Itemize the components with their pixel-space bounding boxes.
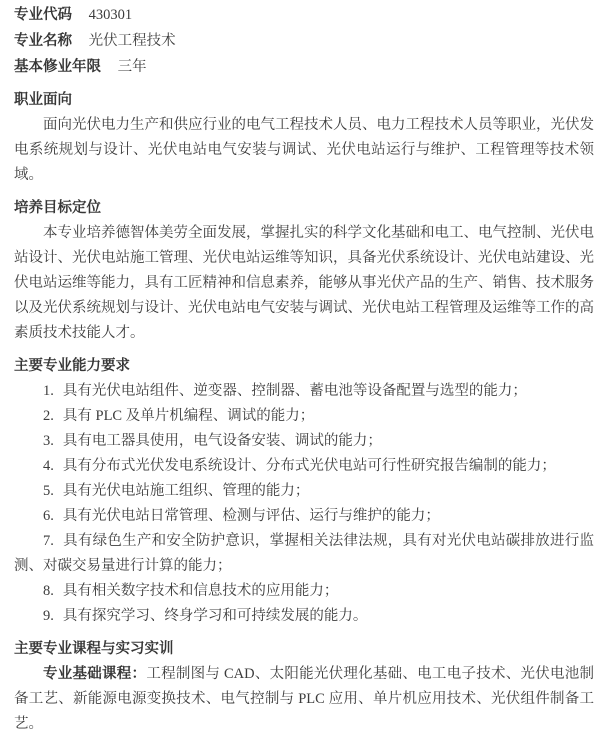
ability-item-4-number: 4. — [43, 458, 54, 474]
section-heading-ability-requirements: 主要专业能力要求 — [14, 358, 130, 374]
ability-item-2-text: 具有 PLC 及单片机编程、调试的能力； — [62, 408, 315, 424]
meta-line-study-years — [14, 54, 594, 80]
ability-item-8-text: 具有相关数字技术和信息技术的应用能力； — [62, 583, 339, 599]
ability-item-2-number: 2. — [43, 408, 54, 424]
ability-item-6-number: 6. — [43, 508, 54, 524]
ability-item-4-text: 具有分布式光伏发电系统设计、分布式光伏电站可行性研究报告编制的能力； — [62, 458, 556, 474]
ability-item-5 — [14, 479, 594, 504]
ability-item-5-text: 具有光伏电站施工组织、管理的能力； — [62, 483, 310, 499]
ability-item-3-number: 3. — [43, 433, 54, 449]
ability-item-7-number: 7. — [43, 533, 54, 549]
ability-item-1-text: 具有光伏电站组件、逆变器、控制器、蓄电池等设备配置与选型的能力； — [62, 383, 527, 399]
ability-item-1 — [14, 379, 594, 404]
ability-item-8 — [14, 579, 594, 604]
ability-item-3 — [14, 429, 594, 454]
career-orientation-paragraph: 面向光伏电力生产和供应行业的电气工程技术人员、电力工程技术人员等职业，光伏发电系统规划与设计、光伏电站电气安装与调试、光伏电站运行与维护、工程管理等技术领域。 — [14, 117, 594, 183]
major-name-label: 专业名称 — [14, 33, 72, 49]
major-code-value: 430301 — [88, 7, 133, 23]
major-name-value: 光伏工程技术 — [88, 33, 176, 49]
section-heading-career-orientation: 职业面向 — [14, 92, 72, 108]
meta-line-major-code — [14, 2, 594, 28]
ability-item-7-text: 具有绿色生产和安全防护意识，掌握相关法律法规，具有对光伏电站碳排放进行监测、对碳交易量进行计算的能力； — [14, 533, 594, 574]
basic-courses-paragraph — [14, 662, 594, 737]
section-heading-training-objectives: 培养目标定位 — [14, 200, 101, 216]
ability-item-2 — [14, 404, 594, 429]
section-heading-courses-training: 主要专业课程与实习实训 — [14, 641, 174, 657]
ability-item-8-number: 8. — [43, 583, 54, 599]
major-code-label: 专业代码 — [14, 7, 72, 23]
ability-item-1-number: 1. — [43, 383, 54, 399]
ability-item-3-text: 具有电工器具使用，电气设备安装、调试的能力； — [62, 433, 382, 449]
study-years-value: 三年 — [117, 59, 147, 75]
meta-line-major-name — [14, 28, 594, 54]
training-objectives-paragraph: 本专业培养德智体美劳全面发展，掌握扎实的科学文化基础和电工、电气控制、光伏电站设计、光伏电站施工管理、光伏电站运维等知识，具备光伏系统设计、光伏电站建设、光伏电站运维等能力，具有工匠精神和信息素养，能够从事光伏产品的生产、销售、技术服务以及光伏系统规划与设计、光伏电站电气安装与调试、光伏电站工程管理及运维等工作的高素质技术技能人才。 — [14, 225, 594, 341]
ability-item-6 — [14, 504, 594, 529]
ability-item-9-text: 具有探究学习、终身学习和可持续发展的能力。 — [62, 608, 368, 624]
ability-item-9-number: 9. — [43, 608, 54, 624]
study-years-label: 基本修业年限 — [14, 59, 101, 75]
ability-item-5-number: 5. — [43, 483, 54, 499]
ability-item-9 — [14, 604, 594, 629]
ability-item-4 — [14, 454, 594, 479]
basic-courses-lead: 专业基础课程： — [43, 666, 147, 682]
basic-courses-text: 工程制图与 CAD、太阳能光伏理化基础、电工电子技术、光伏电池制备工艺、新能源电源变换技术、电气控制与 PLC 应用、单片机应用技术、光伏组件制备工艺。 — [14, 666, 595, 732]
ability-item-6-text: 具有光伏电站日常管理、检测与评估、运行与维护的能力； — [62, 508, 440, 524]
ability-item-7 — [14, 529, 594, 579]
